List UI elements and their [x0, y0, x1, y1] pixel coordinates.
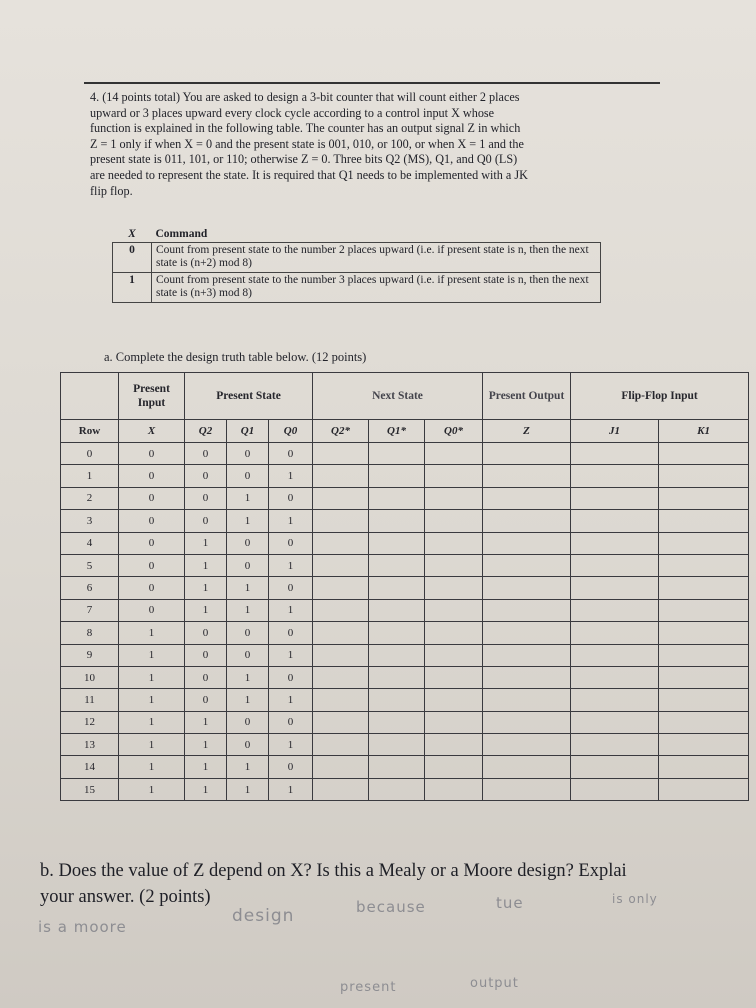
cell-j1[interactable]	[571, 554, 659, 576]
truth-table-body	[61, 443, 749, 801]
cell-q0: 0	[269, 666, 313, 688]
cell-z[interactable]	[483, 622, 571, 644]
cell-z[interactable]	[483, 778, 571, 800]
command-row	[113, 272, 601, 302]
handwritten-answer: output	[470, 976, 519, 991]
cell-z[interactable]	[483, 756, 571, 778]
cell-row: 6	[61, 577, 119, 599]
cell-q0-next[interactable]	[425, 465, 483, 487]
cell-q0-next[interactable]	[425, 510, 483, 532]
cell-q2-next[interactable]	[313, 622, 369, 644]
cell-q1: 1	[227, 487, 269, 509]
col-header-q0: Q0	[269, 420, 313, 443]
cell-q0: 1	[269, 734, 313, 756]
cell-q0: 0	[269, 756, 313, 778]
header-blank	[61, 373, 119, 420]
cell-k1[interactable]	[659, 487, 749, 509]
cell-j1[interactable]	[571, 532, 659, 554]
question-line: Z = 1 only if when X = 0 and the present state is 001, 010, or 100, or when X = 1 and the	[90, 136, 524, 151]
question-line: 4. (14 points total) You are asked to design a 3-bit counter that will count either 2 places	[90, 90, 520, 104]
cell-q1: 1	[227, 577, 269, 599]
cell-j1[interactable]	[571, 577, 659, 599]
cell-q0: 1	[269, 644, 313, 666]
question-text	[90, 90, 662, 199]
cell-q0: 1	[269, 778, 313, 800]
cell-row: 13	[61, 734, 119, 756]
cell-j1[interactable]	[571, 756, 659, 778]
cell-q2: 0	[185, 443, 227, 465]
cell-q1: 1	[227, 778, 269, 800]
cell-q2-next[interactable]	[313, 756, 369, 778]
truth-table-row	[61, 622, 749, 644]
cell-q0: 1	[269, 689, 313, 711]
command-table	[112, 228, 601, 303]
cell-x: 0	[119, 554, 185, 576]
truth-table-row	[61, 711, 749, 733]
command-row	[113, 242, 601, 272]
cell-row: 10	[61, 666, 119, 688]
cell-q2-next[interactable]	[313, 689, 369, 711]
cell-k1[interactable]	[659, 666, 749, 688]
cell-q1: 0	[227, 465, 269, 487]
cell-z[interactable]	[483, 465, 571, 487]
cell-k1[interactable]	[659, 577, 749, 599]
cell-q1-next[interactable]	[369, 599, 425, 621]
cell-q2: 1	[185, 711, 227, 733]
col-header-q1: Q1	[227, 420, 269, 443]
cell-q1: 1	[227, 689, 269, 711]
cell-q2-next[interactable]	[313, 577, 369, 599]
cell-q1: 0	[227, 711, 269, 733]
cell-k1[interactable]	[659, 644, 749, 666]
cell-j1[interactable]	[571, 778, 659, 800]
cell-row: 14	[61, 756, 119, 778]
handwritten-answer: present	[340, 980, 397, 995]
cell-k1[interactable]	[659, 734, 749, 756]
cell-x: 1	[119, 734, 185, 756]
command-text: Count from present state to the number 3 places upward (i.e. if present state is n, then the next state is (n+3) mod 8)	[152, 272, 601, 302]
command-x: 1	[113, 272, 152, 302]
cell-q1-next[interactable]	[369, 644, 425, 666]
cell-q0-next[interactable]	[425, 443, 483, 465]
cell-x: 0	[119, 443, 185, 465]
cell-q2: 1	[185, 756, 227, 778]
cell-j1[interactable]	[571, 443, 659, 465]
command-header-command: Command	[155, 228, 208, 240]
truth-table-row	[61, 756, 749, 778]
cell-z[interactable]	[483, 532, 571, 554]
cell-q2: 1	[185, 734, 227, 756]
cell-q1: 0	[227, 622, 269, 644]
handwritten-answer: is only	[612, 892, 658, 906]
cell-q1: 0	[227, 443, 269, 465]
col-header-row: Row	[61, 420, 119, 443]
cell-x: 1	[119, 622, 185, 644]
cell-q2-next[interactable]	[313, 510, 369, 532]
col-header-z: Z	[483, 420, 571, 443]
cell-j1[interactable]	[571, 510, 659, 532]
cell-q1-next[interactable]	[369, 711, 425, 733]
col-header-j1: J1	[571, 420, 659, 443]
cell-q1: 1	[227, 599, 269, 621]
cell-j1[interactable]	[571, 644, 659, 666]
handwritten-answer: design	[232, 906, 295, 926]
header-present-input: Present Input	[119, 373, 185, 420]
cell-row: 8	[61, 622, 119, 644]
cell-q1: 0	[227, 644, 269, 666]
cell-x: 0	[119, 487, 185, 509]
cell-x: 0	[119, 465, 185, 487]
cell-z[interactable]	[483, 711, 571, 733]
cell-q0: 0	[269, 487, 313, 509]
cell-q1-next[interactable]	[369, 487, 425, 509]
cell-q2: 0	[185, 487, 227, 509]
cell-k1[interactable]	[659, 778, 749, 800]
cell-j1[interactable]	[571, 487, 659, 509]
cell-q1-next[interactable]	[369, 778, 425, 800]
cell-row: 7	[61, 599, 119, 621]
cell-q1-next[interactable]	[369, 689, 425, 711]
truth-table-row	[61, 443, 749, 465]
cell-q2-next[interactable]	[313, 666, 369, 688]
question-line: present state is 011, 101, or 110; otherwise Z = 0. Three bits Q2 (MS), Q1, and Q0 (LS)	[90, 152, 518, 167]
cell-q1: 1	[227, 666, 269, 688]
cell-k1[interactable]	[659, 689, 749, 711]
cell-q2: 1	[185, 599, 227, 621]
cell-q1-next[interactable]	[369, 510, 425, 532]
cell-q0: 1	[269, 510, 313, 532]
cell-q2: 0	[185, 465, 227, 487]
header-flip-flop-input: Flip-Flop Input	[571, 373, 749, 420]
truth-table-row	[61, 487, 749, 509]
cell-k1[interactable]	[659, 622, 749, 644]
cell-x: 1	[119, 778, 185, 800]
cell-row: 12	[61, 711, 119, 733]
cell-q0-next[interactable]	[425, 734, 483, 756]
cell-q1-next[interactable]	[369, 622, 425, 644]
cell-x: 1	[119, 689, 185, 711]
cell-q0-next[interactable]	[425, 756, 483, 778]
cell-q0-next[interactable]	[425, 532, 483, 554]
cell-q0: 1	[269, 465, 313, 487]
cell-z[interactable]	[483, 734, 571, 756]
cell-row: 11	[61, 689, 119, 711]
cell-x: 1	[119, 644, 185, 666]
cell-j1[interactable]	[571, 666, 659, 688]
cell-k1[interactable]	[659, 532, 749, 554]
cell-z[interactable]	[483, 577, 571, 599]
cell-z[interactable]	[483, 644, 571, 666]
cell-j1[interactable]	[571, 599, 659, 621]
cell-q1: 1	[227, 510, 269, 532]
cell-q1-next[interactable]	[369, 465, 425, 487]
cell-row: 1	[61, 465, 119, 487]
cell-x: 0	[119, 532, 185, 554]
cell-q2: 1	[185, 778, 227, 800]
cell-z[interactable]	[483, 689, 571, 711]
cell-q1: 0	[227, 532, 269, 554]
cell-x: 1	[119, 711, 185, 733]
cell-x: 0	[119, 510, 185, 532]
cell-j1[interactable]	[571, 689, 659, 711]
cell-j1[interactable]	[571, 734, 659, 756]
cell-q0-next[interactable]	[425, 599, 483, 621]
cell-q0: 0	[269, 532, 313, 554]
cell-z[interactable]	[483, 443, 571, 465]
cell-q1-next[interactable]	[369, 577, 425, 599]
cell-q0: 1	[269, 554, 313, 576]
cell-z[interactable]	[483, 510, 571, 532]
cell-q0: 1	[269, 599, 313, 621]
cell-q2-next[interactable]	[313, 532, 369, 554]
cell-q2-next[interactable]	[313, 778, 369, 800]
cell-x: 1	[119, 756, 185, 778]
handwritten-answer: tue	[496, 894, 524, 912]
cell-q0-next[interactable]	[425, 711, 483, 733]
header-present-state: Present State	[185, 373, 313, 420]
cell-j1[interactable]	[571, 465, 659, 487]
question-line: flip flop.	[90, 183, 133, 198]
cell-row: 4	[61, 532, 119, 554]
top-rule	[84, 82, 660, 84]
cell-row: 5	[61, 554, 119, 576]
cell-q2: 1	[185, 577, 227, 599]
col-header-q2-next: Q2*	[313, 420, 369, 443]
col-header-q2: Q2	[185, 420, 227, 443]
cell-k1[interactable]	[659, 510, 749, 532]
cell-q0: 0	[269, 622, 313, 644]
cell-q1-next[interactable]	[369, 756, 425, 778]
cell-z[interactable]	[483, 666, 571, 688]
col-header-q0-next: Q0*	[425, 420, 483, 443]
header-present-output: Present Output	[483, 373, 571, 420]
truth-table-row	[61, 510, 749, 532]
cell-q0-next[interactable]	[425, 644, 483, 666]
cell-q2-next[interactable]	[313, 711, 369, 733]
cell-q2-next[interactable]	[313, 465, 369, 487]
part-a-label: a. Complete the design truth table below. (12 points)	[104, 350, 367, 364]
cell-q0-next[interactable]	[425, 554, 483, 576]
cell-q1-next[interactable]	[369, 734, 425, 756]
cell-row: 2	[61, 487, 119, 509]
cell-q2-next[interactable]	[313, 734, 369, 756]
cell-j1[interactable]	[571, 622, 659, 644]
cell-q0-next[interactable]	[425, 622, 483, 644]
cell-q2-next[interactable]	[313, 487, 369, 509]
cell-k1[interactable]	[659, 599, 749, 621]
cell-k1[interactable]	[659, 711, 749, 733]
cell-z[interactable]	[483, 487, 571, 509]
col-header-k1: K1	[659, 420, 749, 443]
cell-q0-next[interactable]	[425, 666, 483, 688]
cell-q2-next[interactable]	[313, 554, 369, 576]
truth-table-row	[61, 577, 749, 599]
cell-q1-next[interactable]	[369, 666, 425, 688]
col-header-q1-next: Q1*	[369, 420, 425, 443]
truth-table-row	[61, 666, 749, 688]
truth-table-row	[61, 465, 749, 487]
truth-table-row	[61, 554, 749, 576]
cell-q0-next[interactable]	[425, 778, 483, 800]
cell-z[interactable]	[483, 554, 571, 576]
cell-x: 1	[119, 666, 185, 688]
cell-x: 0	[119, 577, 185, 599]
cell-q2: 1	[185, 554, 227, 576]
cell-q0-next[interactable]	[425, 487, 483, 509]
cell-q2: 0	[185, 622, 227, 644]
truth-table-row	[61, 778, 749, 800]
truth-table-row	[61, 689, 749, 711]
cell-q2-next[interactable]	[313, 644, 369, 666]
cell-j1[interactable]	[571, 711, 659, 733]
cell-x: 0	[119, 599, 185, 621]
handwritten-answer: is a moore	[38, 918, 127, 936]
cell-q1-next[interactable]	[369, 443, 425, 465]
cell-q2: 0	[185, 666, 227, 688]
question-line: function is explained in the following table. The counter has an output signal Z in which	[90, 121, 521, 136]
cell-z[interactable]	[483, 599, 571, 621]
cell-k1[interactable]	[659, 554, 749, 576]
cell-q1-next[interactable]	[369, 554, 425, 576]
cell-row: 9	[61, 644, 119, 666]
cell-q1-next[interactable]	[369, 532, 425, 554]
truth-table	[60, 372, 749, 801]
truth-table-row	[61, 532, 749, 554]
part-b-line: your answer. (2 points)	[40, 887, 211, 907]
cell-q0: 0	[269, 443, 313, 465]
cell-row: 3	[61, 510, 119, 532]
question-line: are needed to represent the state. It is required that Q1 needs to be implemented with a JK	[90, 167, 528, 182]
cell-k1[interactable]	[659, 756, 749, 778]
command-x: 0	[113, 242, 152, 272]
cell-q2: 0	[185, 644, 227, 666]
cell-row: 15	[61, 778, 119, 800]
truth-table-row	[61, 734, 749, 756]
cell-q0: 0	[269, 711, 313, 733]
handwritten-answer: because	[356, 898, 426, 916]
command-text: Count from present state to the number 2 places upward (i.e. if present state is n, then the next state is (n+2) mod 8)	[152, 242, 601, 272]
cell-q2-next[interactable]	[313, 599, 369, 621]
question-line: upward or 3 places upward every clock cycle according to a control input X whose	[90, 105, 495, 120]
cell-q0-next[interactable]	[425, 689, 483, 711]
header-next-state: Next State	[313, 373, 483, 420]
cell-q1: 0	[227, 554, 269, 576]
col-header-x: X	[119, 420, 185, 443]
cell-k1[interactable]	[659, 443, 749, 465]
truth-table-row	[61, 599, 749, 621]
cell-q2: 0	[185, 689, 227, 711]
cell-q2: 1	[185, 532, 227, 554]
cell-row: 0	[61, 443, 119, 465]
cell-q0-next[interactable]	[425, 577, 483, 599]
cell-q2-next[interactable]	[313, 443, 369, 465]
command-header-x: X	[128, 228, 136, 240]
cell-q2: 0	[185, 510, 227, 532]
cell-q0: 0	[269, 577, 313, 599]
cell-q1: 1	[227, 756, 269, 778]
cell-q1: 0	[227, 734, 269, 756]
cell-k1[interactable]	[659, 465, 749, 487]
part-b-line: b. Does the value of Z depend on X? Is this a Mealy or a Moore design? Explai	[40, 861, 627, 881]
truth-table-row	[61, 644, 749, 666]
